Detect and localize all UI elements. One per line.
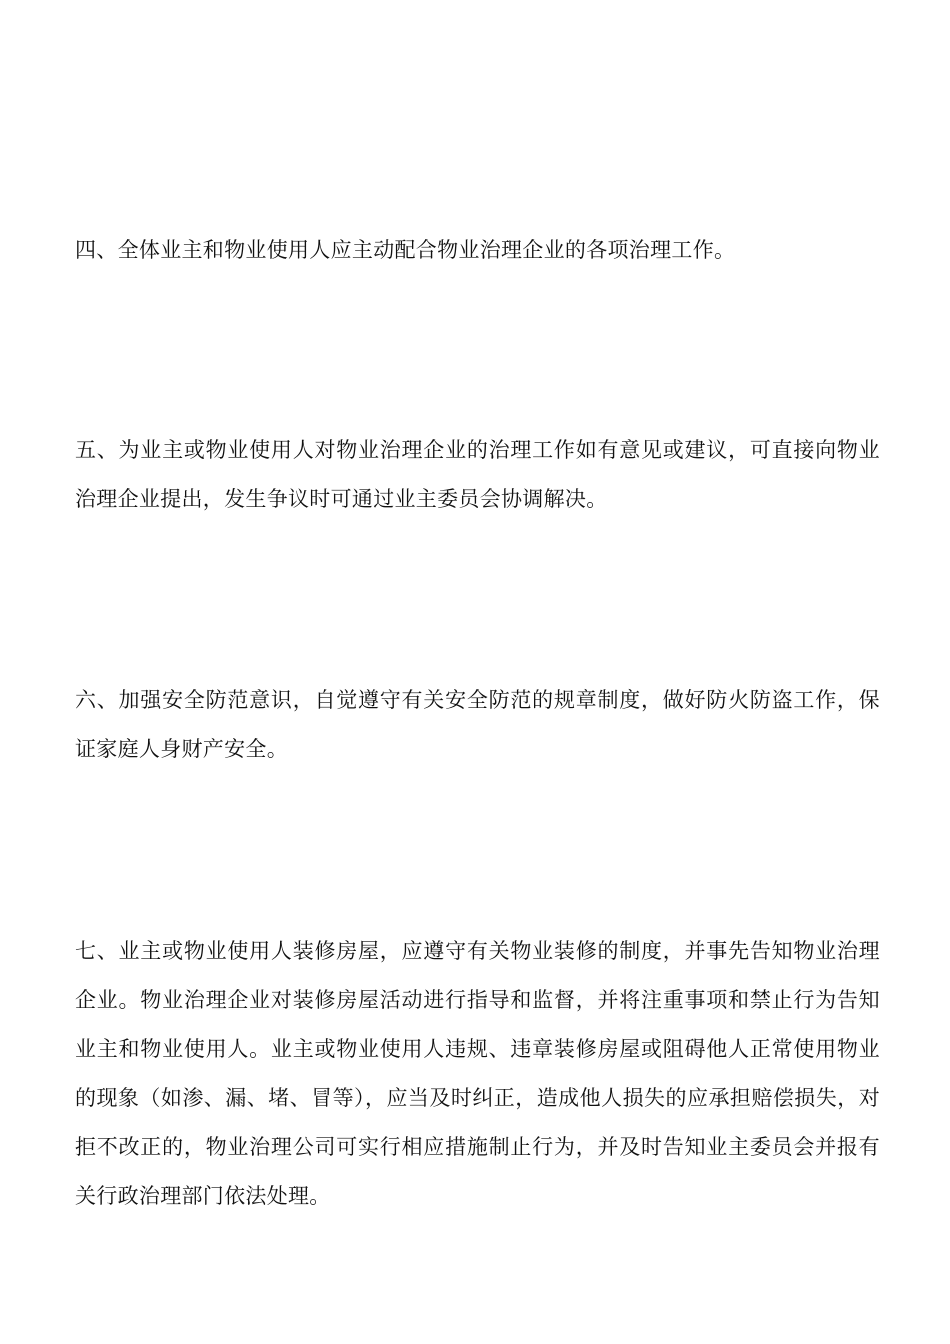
paragraph-item-4: 四、全体业主和物业使用人应主动配合物业治理企业的各项治理工作。 bbox=[75, 238, 736, 262]
paragraph-item-6: 六、加强安全防范意识，自觉遵守有关安全防范的规章制度，做好防火防盗工作，保证家庭人身财产安全。 bbox=[75, 688, 880, 761]
paragraph-item-7: 七、业主或物业使用人装修房屋，应遵守有关物业装修的制度，并事先告知物业治理企业。物业治理企业对装修房屋活动进行指导和监督，并将注重事项和禁止行为告知业主和物业使用人。业主或物业使用人违规、违章装修房屋或阻碍他人正常使用物业的现象（如渗、漏、堵、冒等），应当及时纠正，造成他人损失的应承担赔偿损失，对拒不改正的，物业治理公司可实行相应措施制止行为，并及时告知业主委员会并报有关行政治理部门依法处理。 bbox=[75, 939, 880, 1208]
paragraph-item-5: 五、为业主或物业使用人对物业治理企业的治理工作如有意见或建议，可直接向物业治理企业提出，发生争议时可通过业主委员会协调解决。 bbox=[75, 438, 880, 511]
